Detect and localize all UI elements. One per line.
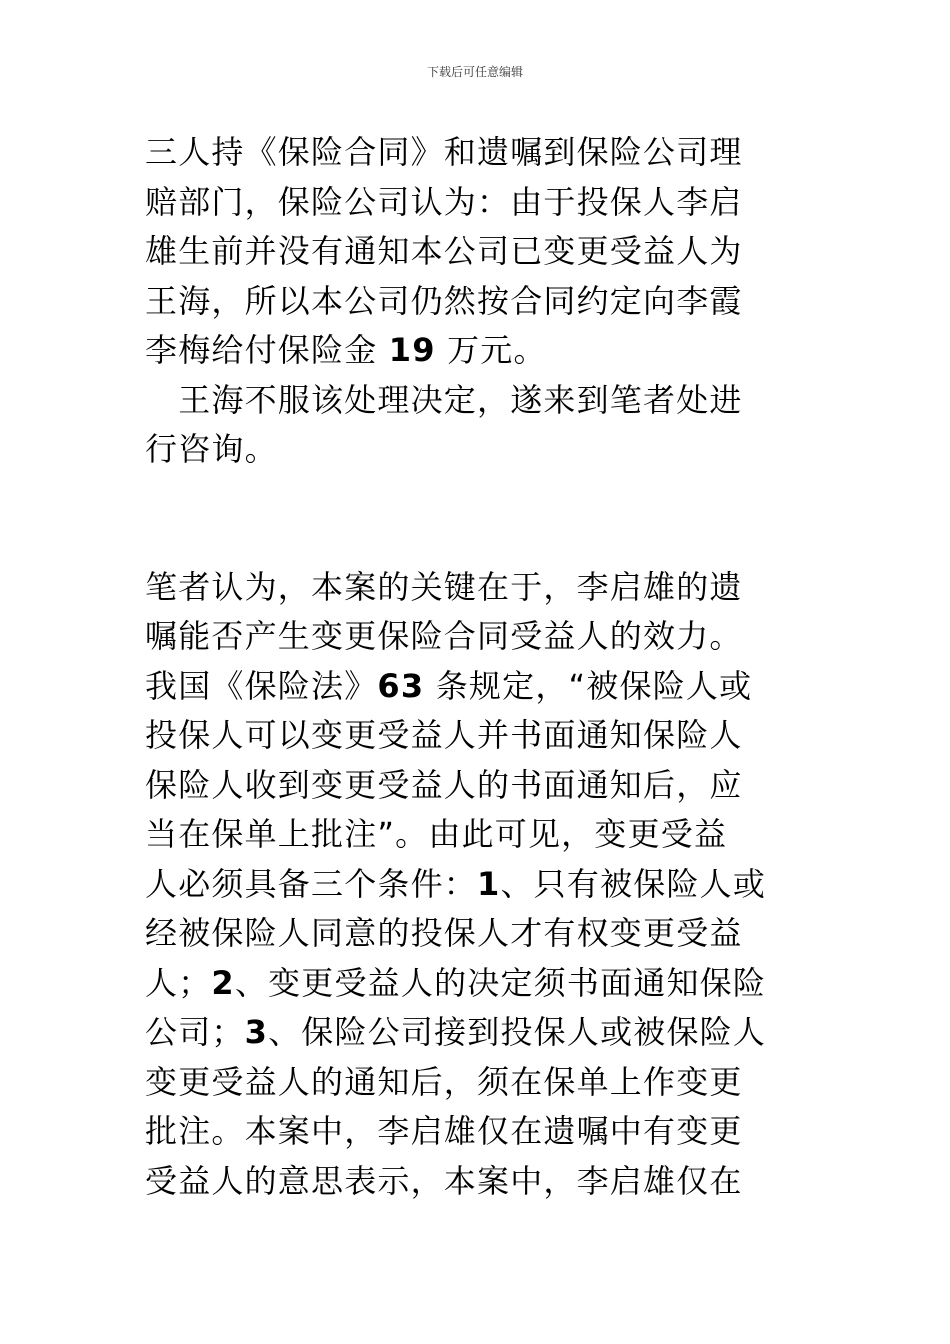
text-line: 李梅给付保险金 19 万元。 [145, 331, 547, 369]
text-line: 受益人的意思表示，本案中，李启雄仅在 [145, 1161, 743, 1200]
text-line: 笔者认为，本案的关键在于，李启雄的遗 [145, 567, 743, 606]
document-body [145, 128, 810, 1206]
page-header: 下载后可任意编辑 [426, 65, 523, 79]
text-line: 经被保险人同意的投保人才有权变更受益 [145, 914, 743, 952]
text-line: 公司；3、保险公司接到投保人或被保险人 [145, 1013, 767, 1051]
text-line: 三人持《保险合同》和遗嘱到保险公司理 [145, 133, 743, 171]
text-line: 行咨询。 [145, 430, 278, 468]
text-line: 当在保单上批注”。由此可见，变更受益 [145, 815, 728, 853]
text-line: 人必须具备三个条件：1、只有被保险人或 [145, 864, 767, 903]
text-line: 王海，所以本公司仍然按合同约定向李霞 [145, 281, 743, 320]
text-line: 保险人收到变更受益人的书面通知后，应 [145, 765, 743, 804]
text-line: 赔部门，保险公司认为：由于投保人李启 [145, 182, 743, 221]
number-text: 2 [211, 963, 235, 1002]
text-line: 王海不服该处理决定，遂来到笔者处进 [145, 380, 743, 419]
text-line: 雄生前并没有通知本公司已变更受益人为 [145, 232, 743, 270]
number-text: 3 [244, 1013, 269, 1051]
text-line: 投保人可以变更受益人并书面通知保险人 [145, 716, 743, 754]
text-line: 批注。本案中，李启雄仅在遗嘱中有变更 [145, 1112, 743, 1150]
text-line: 人；2、变更受益人的决定须书面通知保险 [145, 963, 767, 1002]
paragraph-2 [145, 376, 810, 475]
paragraph-1 [145, 128, 810, 376]
number-text: 1 [477, 864, 501, 903]
number-text: 63 [377, 666, 425, 705]
number-text: 19 [388, 331, 436, 369]
paragraph-gap [145, 475, 810, 563]
text-line: 我国《保险法》63 条规定，“被保险人或 [145, 666, 753, 705]
text-line: 嘱能否产生变更保险合同受益人的效力。 [145, 617, 743, 655]
text-line: 变更受益人的通知后，须在保单上作变更 [145, 1062, 743, 1101]
paragraph-3 [145, 563, 810, 1207]
